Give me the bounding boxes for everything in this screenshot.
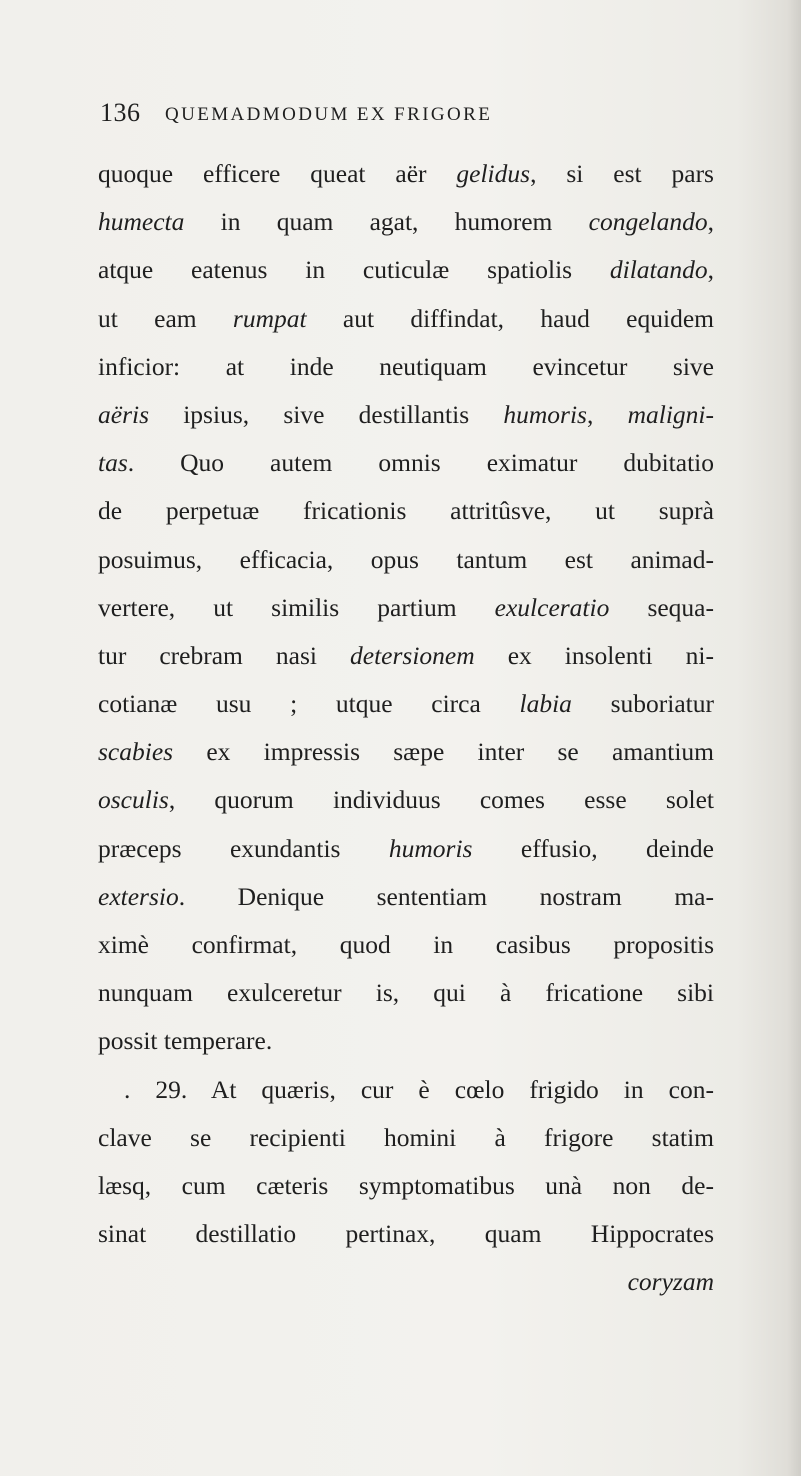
text-line (98, 921, 714, 969)
text-line (98, 776, 714, 824)
text-line (98, 1210, 714, 1258)
italic-term: congelando (588, 207, 708, 237)
italic-term: osculis (98, 785, 169, 815)
text-segment: nunquam exulceretur is, qui à fricatione sibi (98, 978, 714, 1008)
text-line (98, 439, 714, 487)
text-segment: . Denique sententiam nostram ma- (178, 881, 714, 911)
italic-term: detersionem (350, 640, 475, 670)
text-segment: tur crebram nasi (98, 640, 351, 670)
text-segment: inficior: at inde neutiquam evincetur sive (98, 351, 714, 381)
running-head: QUEMADMODUM EX FRIGORE (165, 104, 493, 125)
text-segment: . Quo autem omnis eximatur dubitatio (127, 448, 714, 478)
text-segment: , (707, 207, 714, 237)
italic-term: gelidus (456, 159, 531, 188)
italic-term: tas (98, 448, 128, 478)
text-segment: aut diffindat, haud equidem (306, 303, 714, 333)
text-line (98, 295, 714, 343)
text-line (98, 969, 714, 1017)
italic-term: humecta (98, 207, 185, 237)
text-line (98, 391, 714, 439)
text-line (98, 825, 714, 873)
text-segment: ex insolenti ni- (474, 640, 714, 670)
text-segment: , (707, 255, 714, 285)
italic-term: rumpat (232, 303, 307, 333)
italic-term: scabies (98, 737, 174, 767)
italic-term: humoris (503, 399, 587, 429)
text-segment: læsq, cum cæteris symptomatibus unà non de- (98, 1170, 714, 1200)
italic-term: maligni- (627, 399, 715, 429)
text-segment: , (586, 399, 628, 429)
text-segment: . 29. At quæris, cur è cœlo frigido in con- (124, 1074, 714, 1104)
text-segment: ximè confirmat, quod in casibus propositis (98, 930, 714, 959)
text-line (98, 343, 714, 391)
text-segment: ut eam (98, 303, 233, 333)
italic-term: coryzam (627, 1267, 714, 1297)
text-segment: clave se recipienti homini à frigore statim (98, 1122, 714, 1152)
italic-term: labia (519, 689, 572, 719)
text-segment: effusio, deinde (472, 833, 714, 863)
text-segment: cotianæ usu ; utque circa (98, 689, 520, 719)
text-line (98, 536, 714, 584)
text-line (98, 150, 714, 198)
text-segment: de perpetuæ fricationis attritûsve, ut suprà (98, 496, 714, 526)
text-segment: sinat destillatio pertinax, quam Hippocrates (98, 1219, 714, 1249)
page-number: 136 (100, 98, 141, 127)
text-line (98, 1258, 714, 1306)
text-segment: sequa- (609, 592, 714, 622)
text-segment: atque eatenus in cuticulæ spatiolis (98, 255, 610, 285)
text-line (98, 584, 714, 632)
text-line (98, 873, 714, 921)
text-segment: possit temperare. (98, 1026, 273, 1056)
text-segment: suboriatur (571, 689, 714, 719)
body-text (98, 150, 714, 1307)
page-header (100, 98, 700, 138)
text-line (98, 198, 714, 246)
text-segment: quoque efficere queat aër (98, 159, 457, 188)
text-segment: præceps exundantis (98, 833, 389, 863)
text-line (98, 1017, 714, 1065)
text-line (98, 1114, 714, 1162)
text-line (98, 487, 714, 535)
italic-term: aëris (98, 399, 149, 429)
text-segment: vertere, ut similis partium (98, 592, 495, 622)
text-line (98, 680, 714, 728)
italic-term: extersio (98, 881, 179, 911)
text-segment: ex impressis sæpe inter se amantium (173, 737, 714, 767)
text-line (98, 632, 714, 680)
text-segment: , si est pars (530, 159, 714, 188)
text-line (98, 728, 714, 776)
text-line (98, 1066, 714, 1114)
text-line (98, 246, 714, 294)
italic-term: dilatando (609, 255, 708, 285)
text-segment: in quam agat, humorem (184, 207, 589, 237)
text-segment: ipsius, sive destillantis (149, 399, 504, 429)
italic-term: humoris (388, 833, 473, 863)
text-line (98, 1162, 714, 1210)
italic-term: exulceratio (494, 592, 610, 622)
text-segment: , quorum individuus comes esse solet (168, 785, 714, 815)
page-edge-shadow (787, 0, 801, 1476)
text-segment: posuimus, efficacia, opus tantum est animad- (98, 544, 714, 574)
